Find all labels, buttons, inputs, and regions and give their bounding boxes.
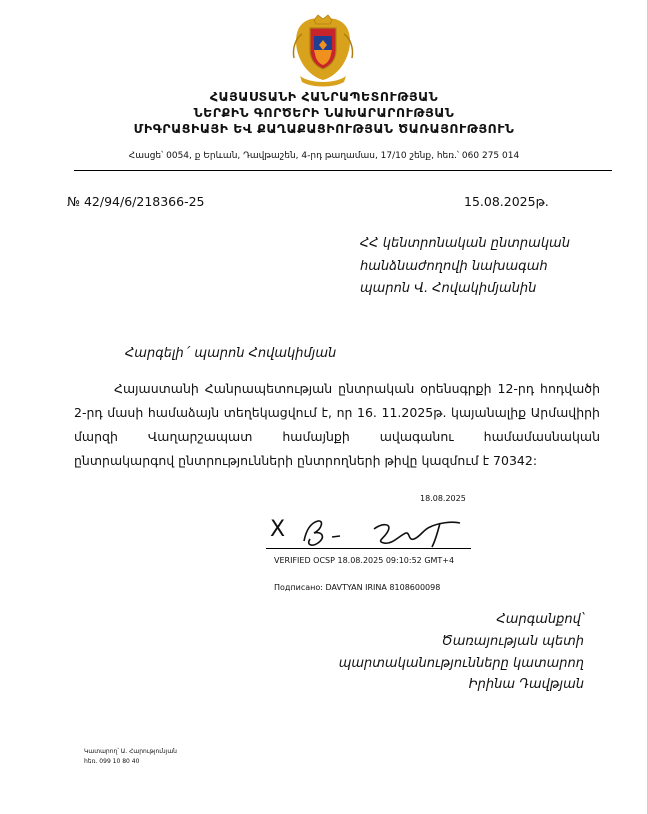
signature-verification: VERIFIED OCSP 18.08.2025 09:10:52 GMT+4 <box>274 556 455 565</box>
document-number: № 42/94/6/218366-25 <box>67 194 205 209</box>
closing-line-2: Ծառայության պետի <box>441 634 584 649</box>
closing-line-3: պարտականությունները կատարող <box>338 656 584 671</box>
document-date: 15.08.2025թ. <box>464 194 549 209</box>
signature-mark: X <box>270 517 286 542</box>
addressee-line-2: հանձնաժողովի նախագահ <box>360 259 548 274</box>
addressee-line-1: ՀՀ կենտրոնական ընտրական <box>360 236 570 251</box>
handwritten-signature-icon <box>292 511 472 551</box>
body-paragraph: Հայաստանի Հանրապետության ընտրական օրենսգրքի 12-րդ հոդվածի 2-րդ մասի համաձայն տեղեկացվում է, որ 16. 11.2025թ. կայանալիք Արմավիրի մարզի Վաղարշապատ համայնքի ավագանու համամասնական ընտրակարգով ընտրությունների ընտրողների թիվը կազմում է 70342: <box>74 381 600 468</box>
header-line-1: ՀԱՅԱՍՏԱՆԻ ՀԱՆՐԱՊԵՏՈՒԹՅԱՆ <box>209 89 439 104</box>
salutation: Հարգելի´ պարոն Հովակիմյան <box>125 346 337 361</box>
signature-signer: Подписано: DAVTYAN IRINA 8108600098 <box>274 583 441 592</box>
footer-executor: Կատարող՝ Ա. Հարությունյան <box>84 748 177 755</box>
header-address: Հասցե՝ 0054, ք Երևան, Դավթաշեն, 4-րդ թաղամաս, 17/10 շենք, հեռ.՝ 060 275 014 <box>128 151 520 161</box>
footer-phone: հեռ. 099 10 80 40 <box>84 758 140 765</box>
header-line-2: ՆԵՐՔԻՆ ԳՈՐԾԵՐԻ ՆԱԽԱՐԱՐՈՒԹՅԱՆ <box>193 105 455 120</box>
addressee-line-3: պարոն Վ. Հովակիմյանին <box>360 281 537 296</box>
signature-line <box>266 548 471 549</box>
closing-line-1: Հարգանքով՝ <box>496 612 584 627</box>
coat-of-arms-icon <box>284 14 362 90</box>
header-line-3: ՄԻԳՐԱՑԻԱՅԻ ԵՎ ՔԱՂԱՔԱՑԻՈՒԹՅԱՆ ԾԱՌԱՅՈՒԹՅՈՒՆ <box>133 121 515 136</box>
signature-date: 18.08.2025 <box>420 494 466 503</box>
closing-line-4: Իրինա Դավթյան <box>468 677 584 692</box>
header-divider <box>74 170 612 171</box>
